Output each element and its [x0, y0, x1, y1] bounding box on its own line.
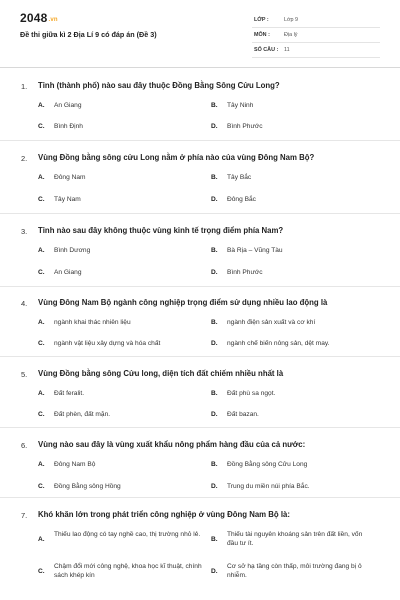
question-number: 2.	[21, 154, 28, 163]
option-text: Cơ sở hạ tầng còn thấp, môi trường đang bị ô nhiễm.	[227, 563, 362, 579]
question-text: Khó khăn lớn trong phát triển công nghiệp ở vùng Đông Nam Bộ là:	[38, 510, 290, 519]
question-6	[0, 428, 400, 498]
option-text: ngành khai thác nhiên liệu	[54, 319, 131, 326]
option-letter: A.	[38, 536, 45, 543]
option-letter: C.	[38, 196, 45, 203]
exam-header	[0, 0, 400, 62]
question-number: 6.	[21, 441, 28, 450]
option-letter: D.	[211, 568, 218, 575]
option-text: ngành điện sản xuất và cơ khí	[227, 319, 316, 326]
option-text: An Giang	[54, 102, 82, 109]
option-letter: A.	[38, 319, 45, 326]
option-text: Đông Nam Bộ	[54, 461, 96, 468]
option-letter: C.	[38, 269, 45, 276]
option-text: Đất bazan.	[227, 411, 259, 418]
option-letter: B.	[211, 461, 218, 468]
option-text: Tây Bắc	[227, 174, 252, 181]
question-number: 7.	[21, 511, 28, 520]
option-letter: B.	[211, 247, 218, 254]
option-letter: D.	[211, 123, 218, 130]
logo-suffix: .vn	[48, 17, 58, 23]
option-text: Đất phù sa ngọt.	[227, 390, 276, 397]
option-letter: B.	[211, 174, 218, 181]
option-text: Chậm đổi mới công nghệ, khoa học kĩ thuật, chính sách khép kín	[54, 563, 202, 579]
site-logo[interactable]	[20, 11, 58, 25]
option-letter: A.	[38, 247, 45, 254]
meta-value: Lớp 9	[284, 17, 299, 23]
question-number: 1.	[21, 82, 28, 91]
meta-value: Địa lý	[284, 32, 298, 38]
meta-row-class	[252, 13, 380, 28]
question-4	[0, 287, 400, 357]
option-text: An Giang	[54, 269, 82, 276]
exam-title: Đề thi giữa kì 2 Địa Lí 9 có đáp án (Đề 3)	[20, 30, 157, 39]
option-letter: B.	[211, 390, 218, 397]
option-letter: B.	[211, 102, 218, 109]
meta-value: 11	[284, 47, 290, 53]
option-letter: C.	[38, 411, 45, 418]
option-letter: A.	[38, 174, 45, 181]
option-text: Trung du miền núi phía Bắc.	[227, 483, 310, 490]
option-text: Đất feralit.	[54, 390, 85, 397]
option-text: Đất phèn, đất mặn.	[54, 411, 111, 418]
question-text: Vùng Đông Nam Bộ ngành công nghiệp trọng điểm sử dụng nhiều lao động là	[38, 298, 328, 307]
option-letter: C.	[38, 123, 45, 130]
exam-meta	[252, 13, 380, 58]
option-text: Bình Dương	[54, 247, 91, 254]
meta-label: SỐ CÂU :	[254, 47, 279, 53]
question-7	[0, 498, 400, 600]
meta-row-subject	[252, 28, 380, 43]
question-text: Tỉnh nào sau đây không thuộc vùng kinh tế trọng điểm phía Nam?	[38, 226, 284, 235]
option-text: Bình Định	[54, 123, 83, 130]
option-text: Tây Ninh	[227, 102, 254, 109]
option-text: Thiếu tài nguyên khoáng sản trên đất liền, vốn đầu tư ít.	[227, 531, 363, 547]
option-letter: C.	[38, 568, 45, 575]
question-3	[0, 214, 400, 287]
option-text: Đồng Bằng sông Cửu Long	[227, 461, 308, 468]
option-text: Bình Phước	[227, 269, 263, 276]
question-text: Vùng Đồng bằng sông cửu Long nằm ở phía nào của vùng Đông Nam Bộ?	[38, 153, 315, 162]
question-number: 5.	[21, 370, 28, 379]
logo-text: 2048	[20, 11, 48, 25]
question-text: Tỉnh (thành phố) nào sau đây thuộc Đồng Bằng Sông Cửu Long?	[38, 81, 280, 90]
meta-label: MÔN :	[254, 32, 270, 38]
meta-row-count	[252, 43, 380, 58]
question-number: 3.	[21, 227, 28, 236]
meta-label: LỚP :	[254, 17, 269, 23]
option-text: Đồng Bằng sông Hồng	[54, 483, 121, 490]
option-letter: A.	[38, 390, 45, 397]
option-text: Bà Rịa – Vũng Tàu	[227, 247, 283, 254]
option-letter: A.	[38, 102, 45, 109]
option-letter: B.	[211, 536, 218, 543]
option-text: Đông Bắc	[227, 196, 256, 203]
option-text: Bình Phước	[227, 123, 263, 130]
option-letter: B.	[211, 319, 218, 326]
question-text: Vùng nào sau đây là vùng xuất khẩu nông phẩm hàng đầu của cả nước:	[38, 440, 306, 449]
question-1	[0, 68, 400, 141]
option-text: Tây Nam	[54, 196, 81, 203]
question-number: 4.	[21, 299, 28, 308]
question-5	[0, 357, 400, 428]
option-text: Đông Nam	[54, 174, 86, 181]
option-letter: D.	[211, 483, 218, 490]
option-text: Thiếu lao động có tay nghề cao, thị trường nhỏ lẻ.	[54, 531, 201, 538]
question-text: Vùng Đồng bằng sông Cửu long, diện tích đất chiếm nhiều nhất là	[38, 369, 284, 378]
option-letter: D.	[211, 340, 218, 347]
option-letter: D.	[211, 196, 218, 203]
question-2	[0, 141, 400, 214]
option-letter: A.	[38, 461, 45, 468]
option-letter: D.	[211, 269, 218, 276]
option-text: ngành chế biến nông sản, dệt may.	[227, 340, 330, 347]
option-letter: C.	[38, 483, 45, 490]
option-letter: C.	[38, 340, 45, 347]
option-text: ngành vật liệu xây dựng và hóa chất	[54, 340, 161, 347]
option-letter: D.	[211, 411, 218, 418]
